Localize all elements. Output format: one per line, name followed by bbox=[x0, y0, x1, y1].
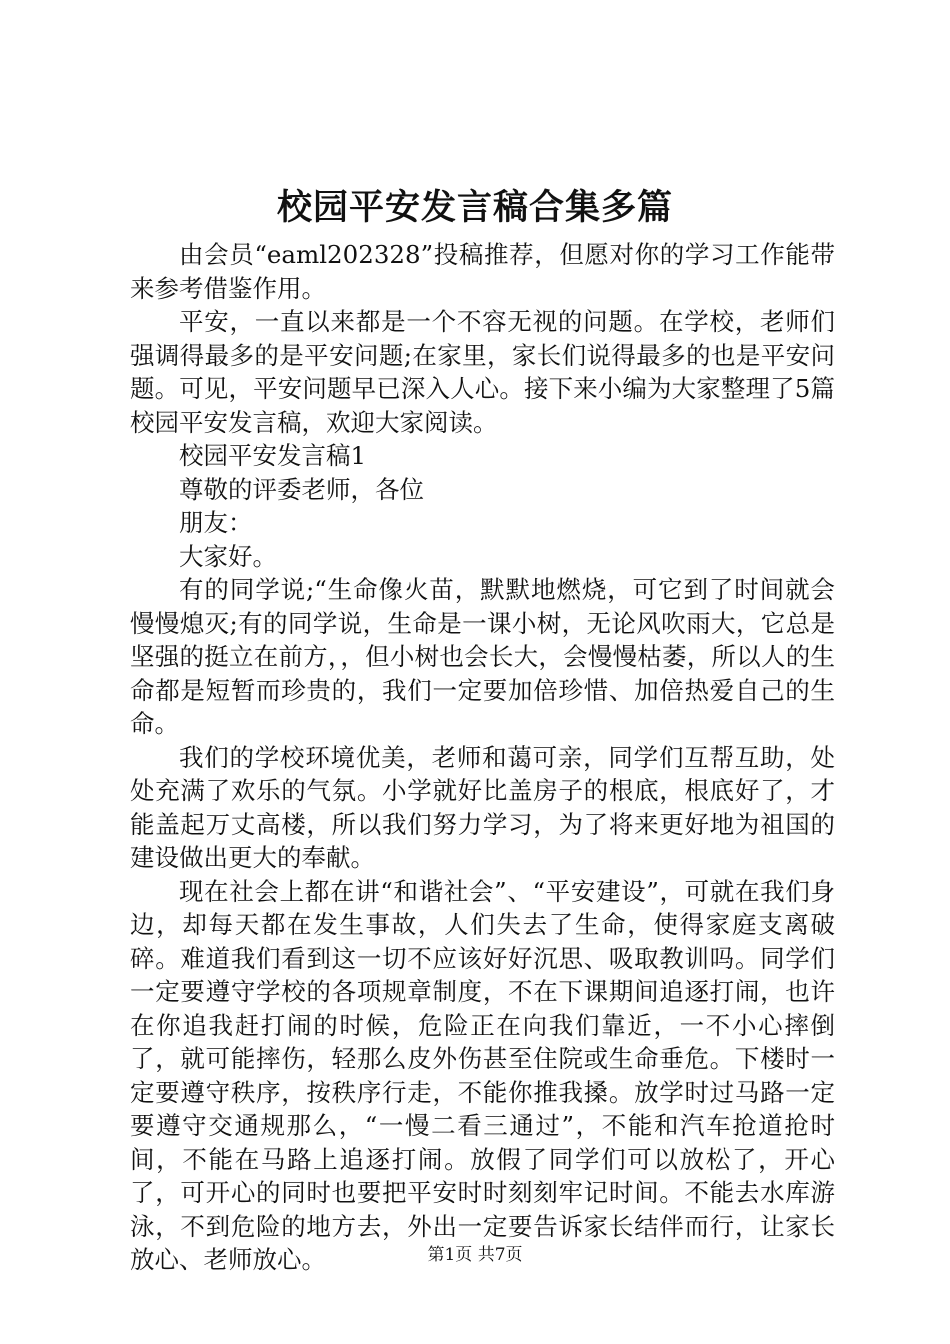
salutation-line: 尊敬的评委老师，各位 bbox=[179, 474, 424, 504]
greeting-line: 大家好。 bbox=[179, 541, 277, 571]
page-title: 校园平安发言稿合集多篇 bbox=[276, 187, 673, 228]
salutation-line-continued: 朋友： bbox=[179, 508, 253, 537]
body-paragraph: 我们的学校环境优美，老师和蔼可亲，同学们互帮互助，处处充满了欢乐的气氛。小学就好比盖房子的根底，根底好了，才能盖起万丈高楼，所以我们努力学习，为了将来更好地为祖国的建设做出更大的奉献。 bbox=[130, 742, 835, 872]
body-paragraph: 现在社会上都在讲“和谐社会”、“平安建设”，可就在我们身边，却每天都在发生事故，人们失去了生命，使得家庭支离破碎。难道我们看到这一切不应该好好沉思、吸取教训吗。同学们一定要遵守学校的各项规章制度，不在下课期间追逐打闹，也许在你追我赶打闹的时候，危险正在向我们靠近，一不小心摔倒了，就可能摔伤，轻那么皮外伤甚至住院或生命垂危。下楼时一定要遵守秩序，按秩序行走，不能你推我搡。放学时过马路一定要遵守交通规那么，“一慢二看三通过”，不能和汽车抢道抢时间，不能在马路上追逐打闹。放假了同学们可以放松了，开心了，可开心的同时也要把平安时时刻刻牢记时间。不能去水库游泳，不到危险的地方去，外出一定要告诉家长结伴而行，让家长放心、老师放心。 bbox=[130, 876, 835, 1274]
body-paragraph: 有的同学说;“生命像火苗，默默地燃烧，可它到了时间就会慢慢熄灭;有的同学说，生命是一课小树，无论风吹雨大，它总是坚强的挺立在前方，，但小树也会长大，会慢慢枯萎，所以人的生命都是短暂而珍贵的，我们一定要加倍珍惜、加倍热爱自己的生命。 bbox=[130, 575, 835, 738]
summary-paragraph: 平安，一直以来都是一个不容无视的问题。在学校，老师们强调得最多的是平安问题;在家里，家长们说得最多的也是平安问题。可见，平安问题早已深入人心。接下来小编为大家整理了5篇校园平安发言稿，欢迎大家阅读。 bbox=[130, 307, 835, 437]
document-body bbox=[130, 238, 835, 1277]
section-heading: 校园平安发言稿1 bbox=[179, 441, 367, 470]
intro-paragraph: 由会员“eaml202328”投稿推荐，但愿对你的学习工作能带来参考借鉴作用。 bbox=[130, 240, 835, 303]
page-number-footer: 第1页 共7页 bbox=[427, 1245, 523, 1265]
